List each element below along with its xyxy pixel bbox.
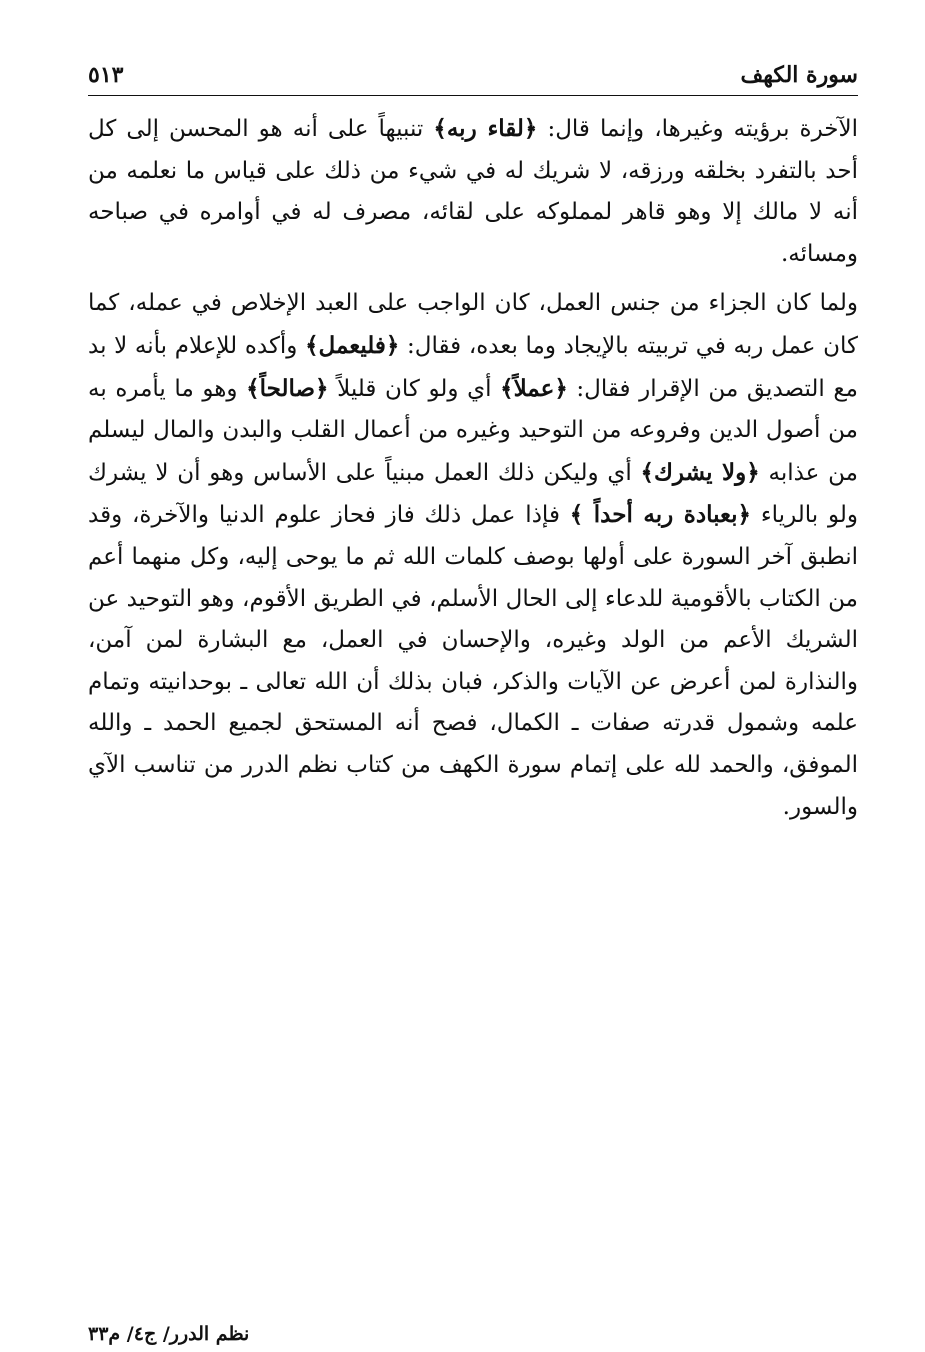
quran-quote: ﴿بعبادة ربه أحداً ﴾ — [569, 501, 751, 529]
text-segment: أي ولو كان قليلاً — [328, 375, 501, 402]
text-segment: وأكده للإعلام بأنه لا بد مع التصديق من الإقرار فقال: — [88, 332, 858, 402]
text-segment: أي وليكن ذلك العمل مبنياً على الأساس وهو أن لا يشرك ولو بالرياء — [88, 459, 859, 529]
page-number: ٥١٣ — [88, 62, 124, 88]
text-segment: ولما كان الجزاء من جنس العمل، كان الواجب على العبد الإخلاص في عمله، كما كان عمل ربه في تربيته بالإيجاد وما بعده، فقال: — [88, 290, 858, 359]
quran-quote: ﴿صالحاً﴾ — [246, 374, 329, 402]
paragraph-2 — [88, 283, 858, 828]
quran-quote: ﴿ولا يشرك﴾ — [640, 458, 760, 486]
quran-quote: ﴿فليعمل﴾ — [305, 331, 400, 359]
text-segment: وهو ما يأمره به من أصول الدين وفروعه من التوحيد وغيره من أعمال القلب والبدن والمال ليسلم من عذابه — [88, 375, 858, 486]
text-segment: فإذا عمل ذلك فاز فحاز علوم الدنيا والآخرة، وقد انطبق آخر السورة على أولها بوصف كلمات الله ثم ما يوحى إليه، وكل منهما أعم من الكتاب بالأقومية للدعاء إلى الحال الأسلم، في الطريق الأقوم، وهو التوحيد عن الشريك الأعم من الولد وغيره، والإحسان في العمل، مع البشارة لمن آمن، والنذارة لمن أعرض عن الآيات والذكر، فبان بذلك أن الله تعالى ـ بوحدانيته وتمام علمه وشمول قدرته صفات ـ الكمال، فصح أنه المستحق لجميع الحمد ـ والله الموفق، والحمد لله على إتمام سورة الكهف من كتاب نظم الدرر من تناسب الآي والسور. — [88, 502, 858, 820]
header-divider — [88, 95, 858, 96]
surah-title: سورة الكهف — [740, 62, 858, 88]
text-segment: الآخرة برؤيته وغيرها، وإنما قال: — [537, 116, 859, 142]
paragraph-1 — [88, 108, 858, 275]
body-text — [88, 108, 858, 828]
quran-quote: ﴿عملاً﴾ — [500, 374, 568, 402]
quran-quote: ﴿لقاء ربه﴾ — [433, 115, 538, 142]
footer-signature: نظم الدرر/ ج٤/ م٣٣ — [88, 1323, 250, 1345]
running-header — [88, 60, 858, 94]
text-segment: تنبيهاً على أنه هو المحسن إلى كل أحد بالتفرد بخلقه ورزقه، لا شريك له في شيء من ذلك على قياس ما نعلمه من أنه لا مالك إلا وهو قاهر لمملوكه على لقائه، مصرف له في أوامره في صباحه ومسائه. — [88, 116, 858, 267]
